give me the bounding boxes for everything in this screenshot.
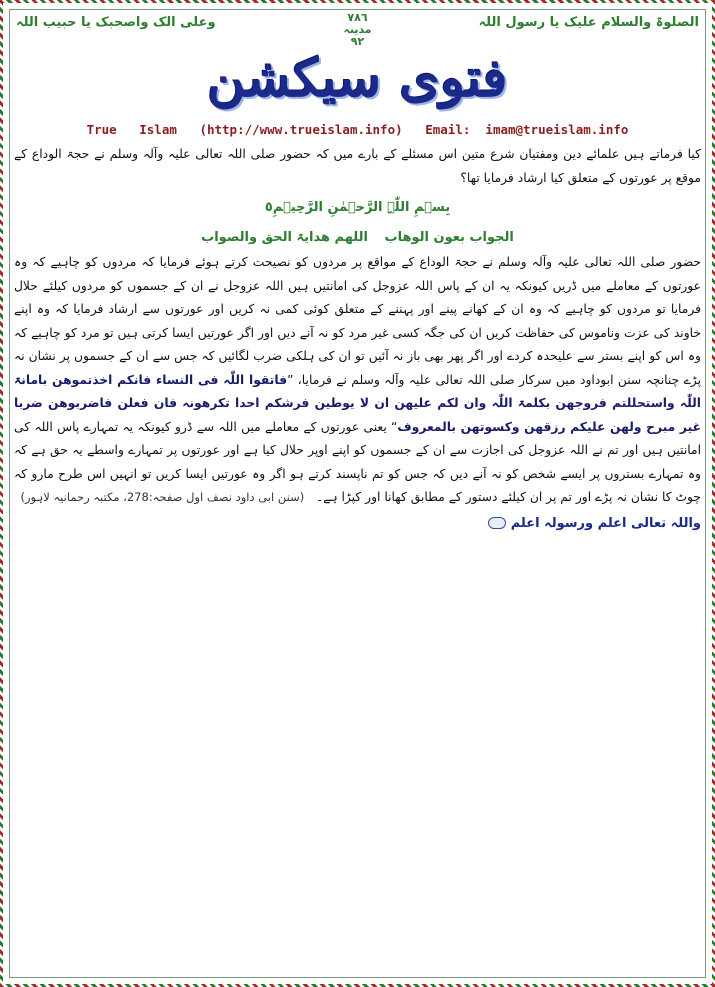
answer-paragraph	[14, 251, 701, 510]
salawat-left: وعلی الک واصحبک یا حبیب اللہ	[16, 15, 216, 30]
answer-heading-1: الجواب بعون الوھاب	[384, 229, 514, 245]
hijri-mark	[343, 12, 371, 48]
page-content	[9, 9, 706, 978]
answer-heading-2: اللھم ھدایۃ الحق والصواب	[201, 229, 368, 245]
hijri-number: ٧٨٦	[347, 11, 368, 24]
honorific-seal-icon	[488, 517, 506, 529]
question-text: کیا فرماتے ہیں علمائے دین ومفتیان شرع متین اس مسئلے کے بارے میں کہ حضور صلی اللہ تعالی علیہ وآلہ وسلم نے حجۃ الوداع کے موقع پر عورتوں کے متعلق کیا ارشاد فرمایا تھا؟	[14, 147, 701, 185]
contact-line: True Islam (http://www.trueislam.info) Email: imam@trueislam.info	[86, 122, 629, 137]
salawat-right: الصلوۃ والسلام علیک یا رسول اللہ	[478, 15, 699, 30]
closing-line	[14, 512, 701, 536]
answer-part-2: “ یعنی عورتوں کے معاملے میں اللہ سے ڈرو کیونکہ یہ تمہارے پاس اللہ کی امانتیں ہیں اور تم نے اللہ عزوجل کی اجازت سے ان کے جسموں کو اپنے اوپر حلال کیا ہے اور عورتوں پر تمہارے واسطے یہ حق ہے کہ وہ تمہارے بستروں پر ایسے شخص کو نہ آنے دیں کہ جس کو تم ناپسند کرتے ہو اگر وہ عورتیں ایسا کریں تو انہیں اس طرح مارو کہ چوٹ کا نشان نہ پڑے اور تم پر ان کیلئے دستور کے مطابق کھانا اور کپڑا ہے۔	[14, 419, 701, 504]
answer-heading	[14, 226, 701, 250]
reference-citation: (سنن ابی داود نصف اول صفحہ:278، مکتبہ رحمانیہ لاہور)	[20, 490, 305, 504]
bismillah: بِسۡمِ اللّٰہِ الرَّحۡمٰنِ الرَّحِیۡمِ٥	[264, 200, 451, 215]
answer-part-1: حضور صلی اللہ تعالی علیہ وآلہ وسلم نے حجۃ الوداع کے مواقع پر مردوں کو نصیحت کرتے ہوئے فرمایا کہ مردوں کو چاہیے کہ وہ عورتوں کے معاملے میں ڈریں کیونکہ یہ ان کے پاس اللہ عزوجل کی امانتیں ہیں اللہ عزوجل نے ان کے جسموں کو مردوں کیلئے حلال فرمایا تو مردوں کو چاہیے کہ وہ ان کے کھانے پینے اور پہننے کے متعلق کوئی کمی نہ کریں اور عورتوں سے ارشاد فرمایا کہ وہ اپنے خاوند کی عزت وناموس کی حفاظت کریں ان کی جگہ کسی غیر مرد کو نہ آنے دیں اور اگر عورتیں ایسا کرتی ہیں تو مرد کو چاہیے کہ وہ اس کو اپنے بستر سے علیحدہ کردے اور اگر پھر بھی باز نہ آئیں تو ان کی ہلکی ضرب لگائیں کہ جس سے ان کے جسموں پر نشان نہ پڑے چنانچہ سنن ابوداود میں سرکار صلی اللہ تعالی علیہ وآلہ وسلم نے فرمایا، ”	[14, 255, 702, 387]
arabic-hadith: فاتقوا اللّٰہ فی النساء فانکم اخذتموھن بامانۃ اللّٰہ واستحللتم فروجھن بکلمۃ اللّٰہ وان لکم علیھن ان لا یوطین فرشکم احدا تکرھونہ فان فعلن فاضربوھن ضربا غیر مبرح ولھن علیکم رزقھن وکسوتھن بالمعروف	[14, 372, 701, 434]
hijri-number-2: ٩٢	[350, 35, 365, 48]
header-bar	[10, 12, 705, 52]
hijri-word: مدینہ	[343, 23, 372, 36]
page-title: فتوی سیکشن	[207, 48, 508, 109]
fatwa-body	[14, 143, 701, 535]
closing-text: واللہ تعالی اعلم ورسولہ اعلم	[510, 515, 701, 531]
